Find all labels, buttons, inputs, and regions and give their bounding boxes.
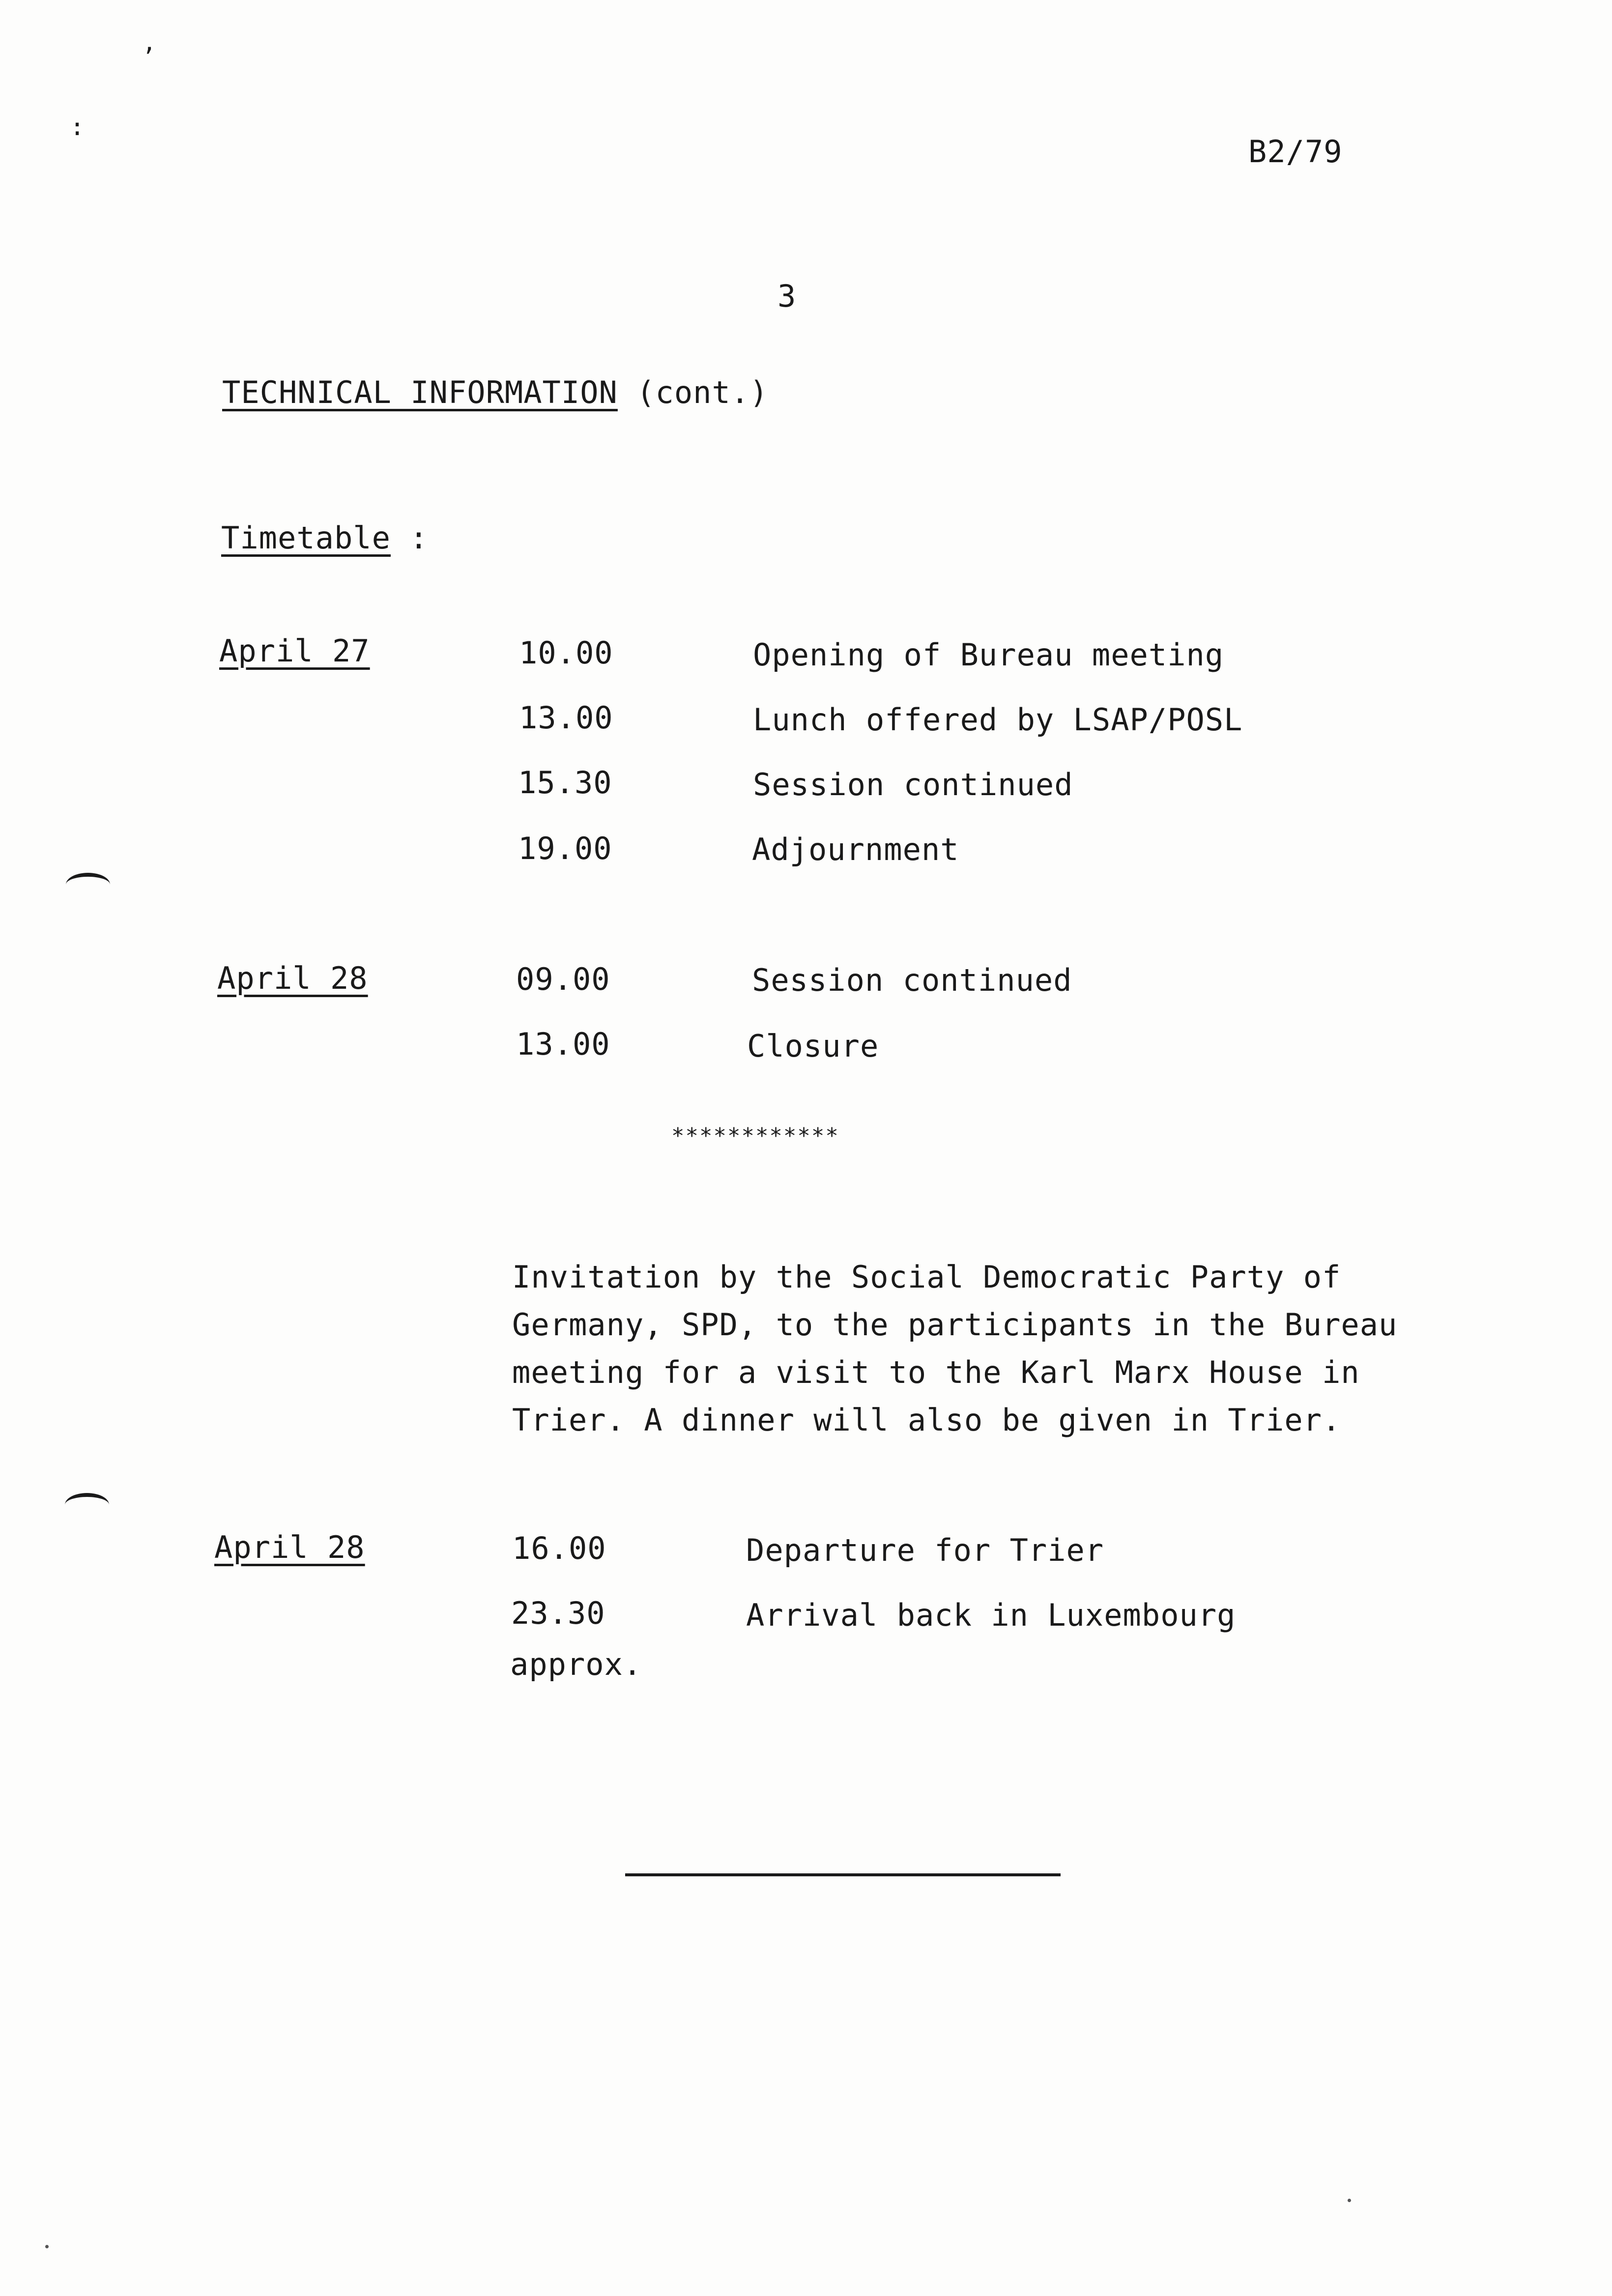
schedule-event: Lunch offered by LSAP/POSL	[753, 702, 1243, 738]
section-title-suffix: (cont.)	[617, 374, 769, 410]
hole-punch-mark	[65, 1493, 109, 1517]
document-reference: B2/79	[1248, 134, 1343, 170]
schedule-date: April 27	[219, 633, 370, 669]
invitation-line: Trier. A dinner will also be given in Trier.	[512, 1402, 1341, 1438]
schedule-time: 23.30	[511, 1595, 605, 1631]
approx-note: approx.	[510, 1646, 642, 1682]
invitation-line: meeting for a visit to the Karl Marx House in	[512, 1354, 1360, 1390]
schedule-date: April 28	[214, 1529, 365, 1565]
invitation-line: Germany, SPD, to the participants in the Bureau	[512, 1307, 1398, 1343]
schedule-time: 09.00	[516, 961, 610, 997]
invitation-line: Invitation by the Social Democratic Party of	[512, 1259, 1341, 1295]
margin-mark: ’	[142, 43, 156, 71]
schedule-event: Opening of Bureau meeting	[753, 637, 1224, 673]
scan-speck	[1348, 2199, 1351, 2202]
asterisk-separator: ************	[671, 1123, 839, 1148]
timetable-label: Timetable	[221, 520, 391, 556]
scan-speck	[45, 2245, 49, 2248]
schedule-time: 10.00	[519, 635, 613, 671]
schedule-event: Closure	[747, 1028, 879, 1064]
page-number: 3	[777, 278, 797, 314]
schedule-event: Session continued	[752, 962, 1072, 998]
invitation-paragraph	[512, 1253, 1397, 1444]
closing-rule	[625, 1873, 1061, 1876]
schedule-time: 15.30	[518, 765, 612, 801]
schedule-time: 13.00	[519, 700, 613, 736]
timetable-colon: :	[390, 520, 429, 556]
schedule-time: 16.00	[512, 1530, 606, 1566]
section-title: TECHNICAL INFORMATION	[222, 374, 618, 410]
schedule-event: Session continued	[753, 767, 1073, 803]
section-title-line	[222, 374, 769, 410]
hole-punch-mark	[66, 873, 110, 896]
schedule-event: Arrival back in Luxembourg	[746, 1597, 1236, 1633]
timetable-heading	[221, 520, 429, 556]
schedule-date: April 28	[217, 960, 368, 996]
margin-mark: ∶	[70, 114, 86, 143]
schedule-time: 13.00	[516, 1026, 610, 1062]
schedule-event: Departure for Trier	[746, 1532, 1104, 1568]
schedule-time: 19.00	[518, 831, 612, 866]
schedule-event: Adjournment	[752, 832, 959, 867]
